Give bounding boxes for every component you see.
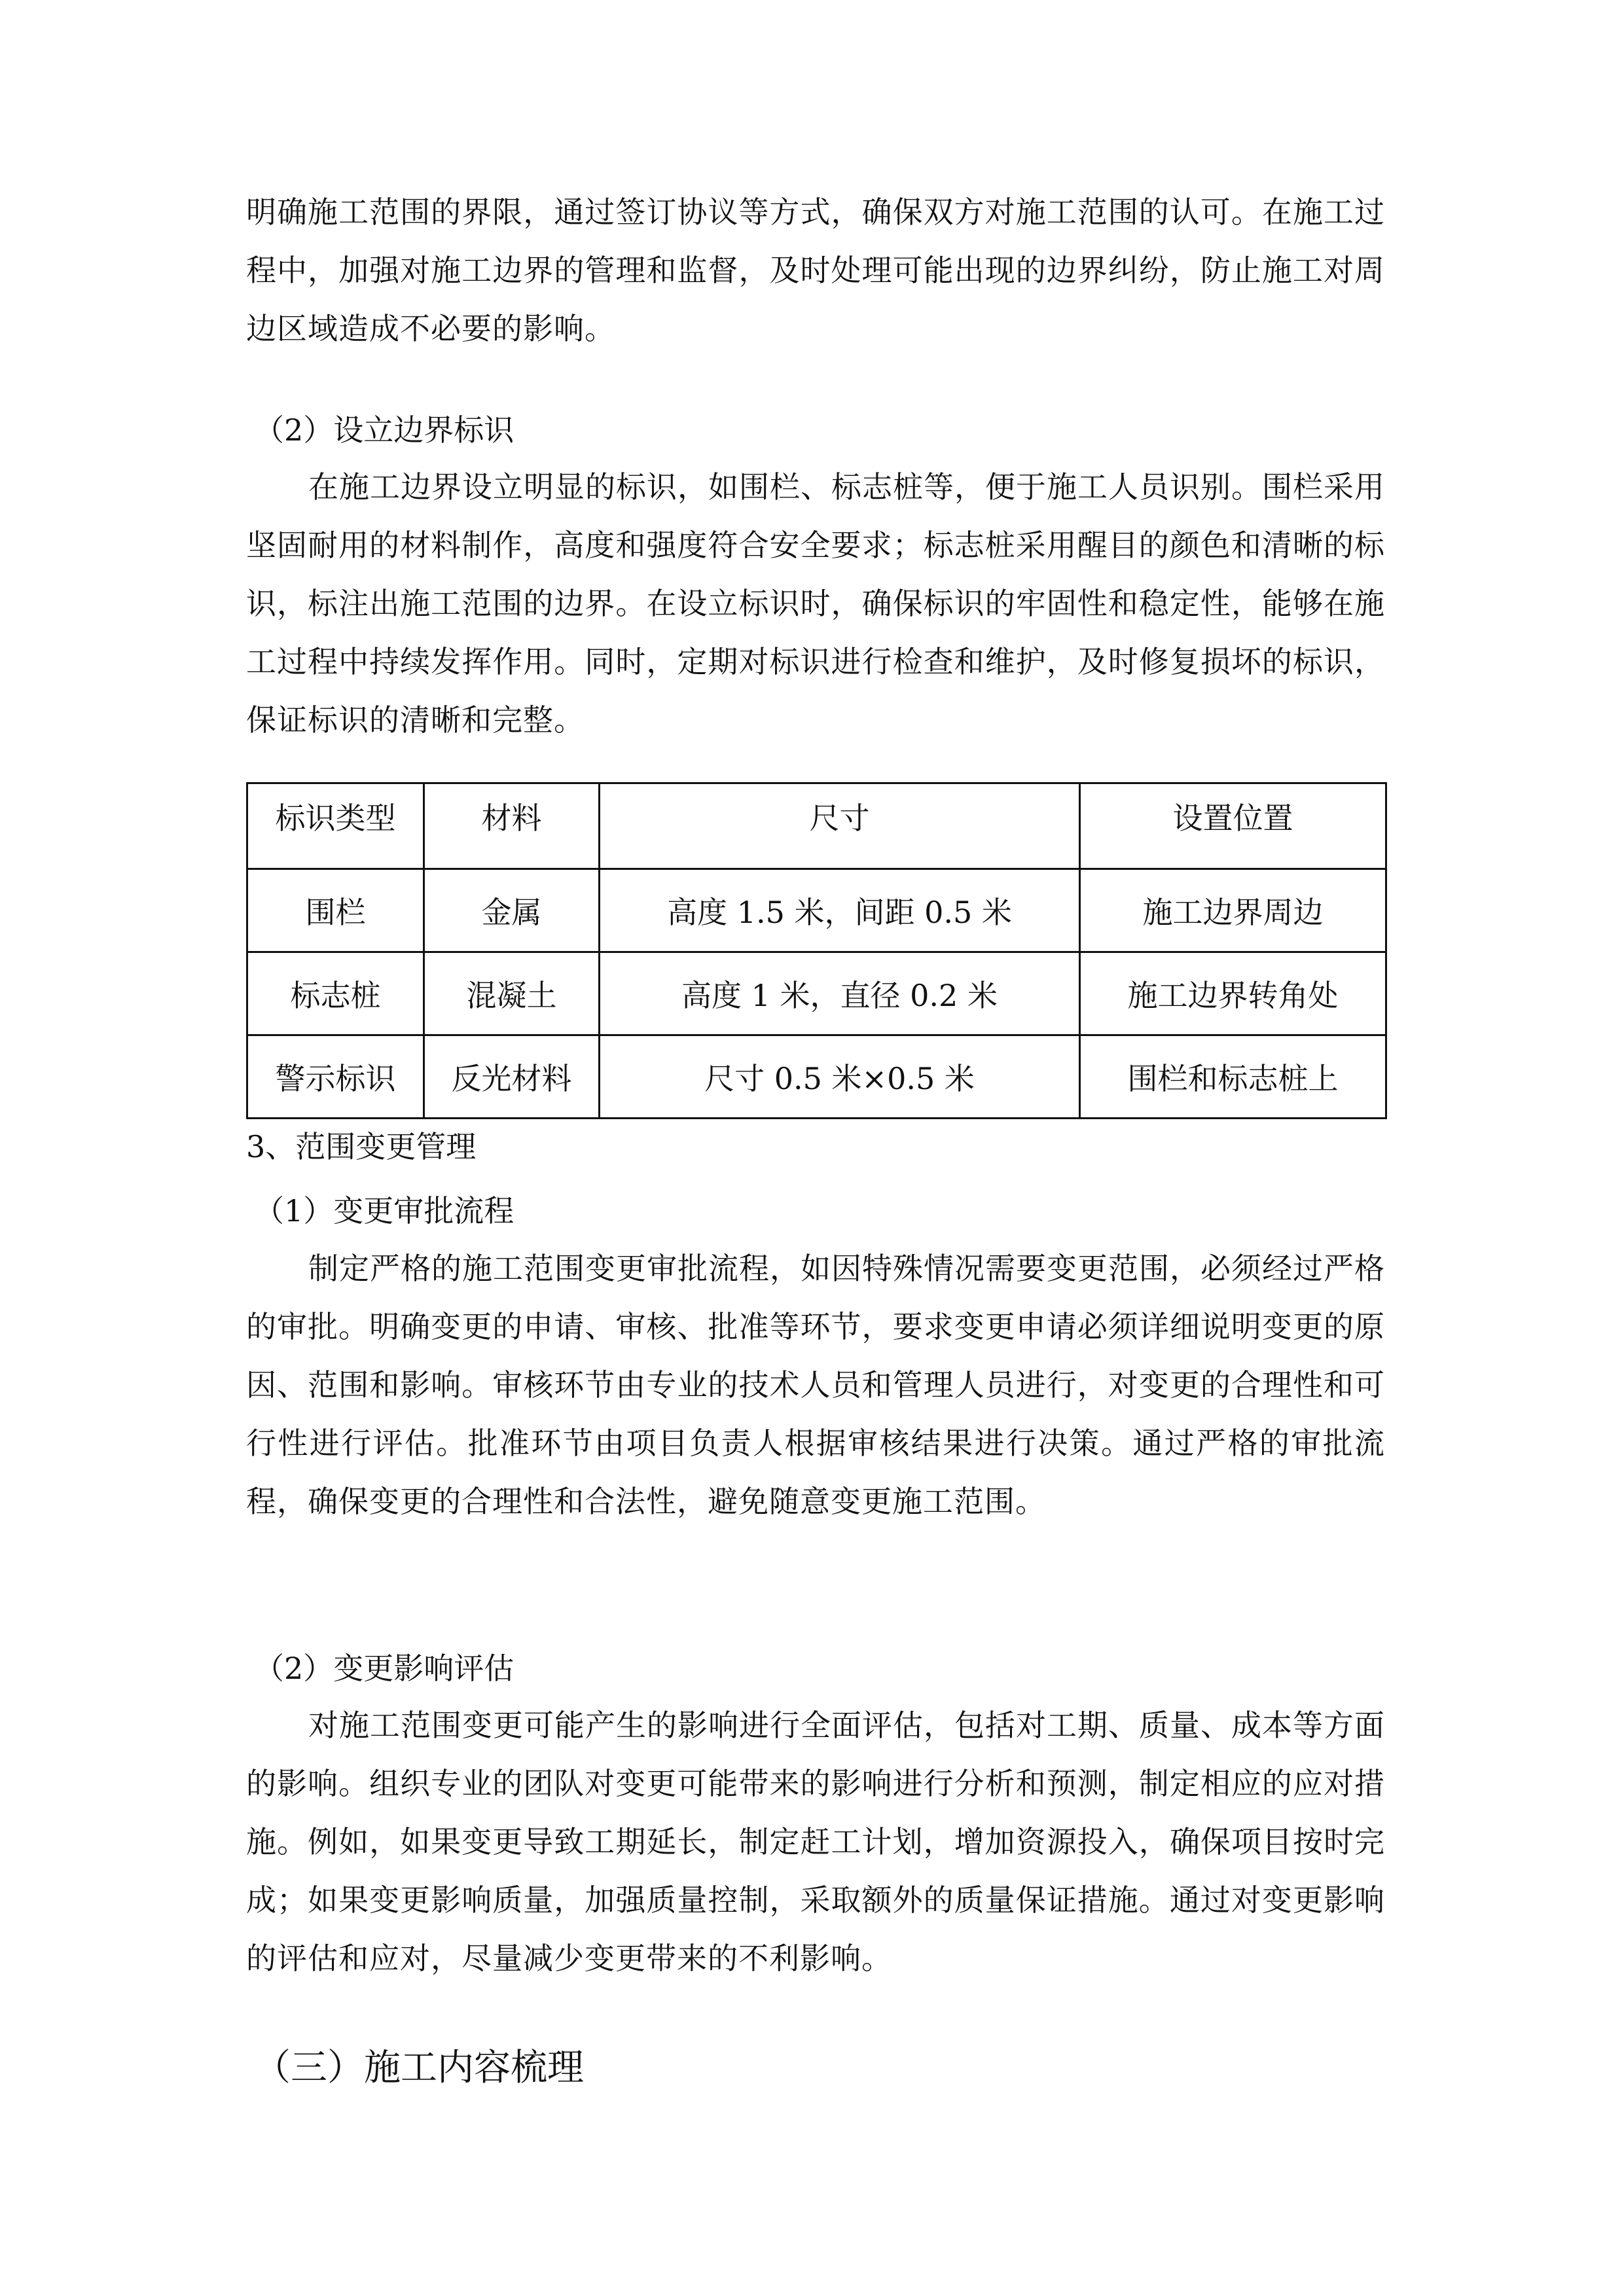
heading-set-boundary-marks: （2）设立边界标识 xyxy=(254,412,514,448)
heading-construction-content-review: （三）施工内容梳理 xyxy=(254,2047,584,2089)
table-cell: 高度 1.5 米，间距 0.5 米 xyxy=(600,869,1080,952)
table-header-cell: 标识类型 xyxy=(247,783,424,869)
paragraph-boundary-agreement: 明确施工范围的界限，通过签订协议等方式，确保双方对施工范围的认可。在施工过程中，加强对施工边界的管理和监督，及时处理可能出现的边界纠纷，防止施工对周边区域造成不必要的影响。 xyxy=(246,194,1385,346)
heading-scope-change-management: 3、范围变更管理 xyxy=(246,1129,477,1164)
table-cell: 标志桩 xyxy=(247,952,424,1035)
table-header-cell: 材料 xyxy=(424,783,600,869)
table-cell: 施工边界周边 xyxy=(1080,869,1386,952)
table-row xyxy=(247,1035,1386,1119)
table-cell: 尺寸 0.5 米×0.5 米 xyxy=(600,1035,1080,1119)
heading-change-approval-process: （1）变更审批流程 xyxy=(254,1193,514,1229)
table-cell: 围栏 xyxy=(247,869,424,952)
table-cell: 施工边界转角处 xyxy=(1080,952,1386,1035)
paragraph-change-impact: 对施工范围变更可能产生的影响进行全面评估，包括对工期、质量、成本等方面的影响。组织专业的团队对变更可能带来的影响进行分析和预测，制定相应的应对措施。例如，如果变更导致工期延长，制定赶工计划，增加资源投入，确保项目按时完成；如果变更影响质量，加强质量控制，采取额外的质量保证措施。通过对变更影响的评估和应对，尽量减少变更带来的不利影响。 xyxy=(246,1708,1385,1976)
document-page xyxy=(246,0,1385,2296)
paragraph-boundary-marks: 在施工边界设立明显的标识，如围栏、标志桩等，便于施工人员识别。围栏采用坚固耐用的材料制作，高度和强度符合安全要求；标志桩采用醒目的颜色和清晰的标识，标注出施工范围的边界。在设立标识时，确保标识的牢固性和稳定性，能够在施工过程中持续发挥作用。同时，定期对标识进行检查和维护，及时修复损坏的标识，保证标识的清晰和完整。 xyxy=(246,469,1385,738)
table-cell: 混凝土 xyxy=(424,952,600,1035)
table-header-cell: 尺寸 xyxy=(600,783,1080,869)
paragraph-change-approval: 制定严格的施工范围变更审批流程，如因特殊情况需要变更范围，必须经过严格的审批。明确变更的申请、审核、批准等环节，要求变更申请必须详细说明变更的原因、范围和影响。审核环节由专业的技术人员和管理人员进行，对变更的合理性和可行性进行评估。批准环节由项目负责人根据审核结果进行决策。通过严格的审批流程，确保变更的合理性和合法性，避免随意变更施工范围。 xyxy=(246,1251,1385,1519)
table-row xyxy=(247,869,1386,952)
table-header-cell: 设置位置 xyxy=(1080,783,1386,869)
table-cell: 反光材料 xyxy=(424,1035,600,1119)
heading-change-impact-assessment: （2）变更影响评估 xyxy=(254,1651,514,1686)
table-header-row xyxy=(247,783,1386,869)
table-cell: 高度 1 米，直径 0.2 米 xyxy=(600,952,1080,1035)
table-cell: 围栏和标志桩上 xyxy=(1080,1035,1386,1119)
table-cell: 金属 xyxy=(424,869,600,952)
table-cell: 警示标识 xyxy=(247,1035,424,1119)
boundary-marks-table xyxy=(246,782,1387,1119)
table-row xyxy=(247,952,1386,1035)
